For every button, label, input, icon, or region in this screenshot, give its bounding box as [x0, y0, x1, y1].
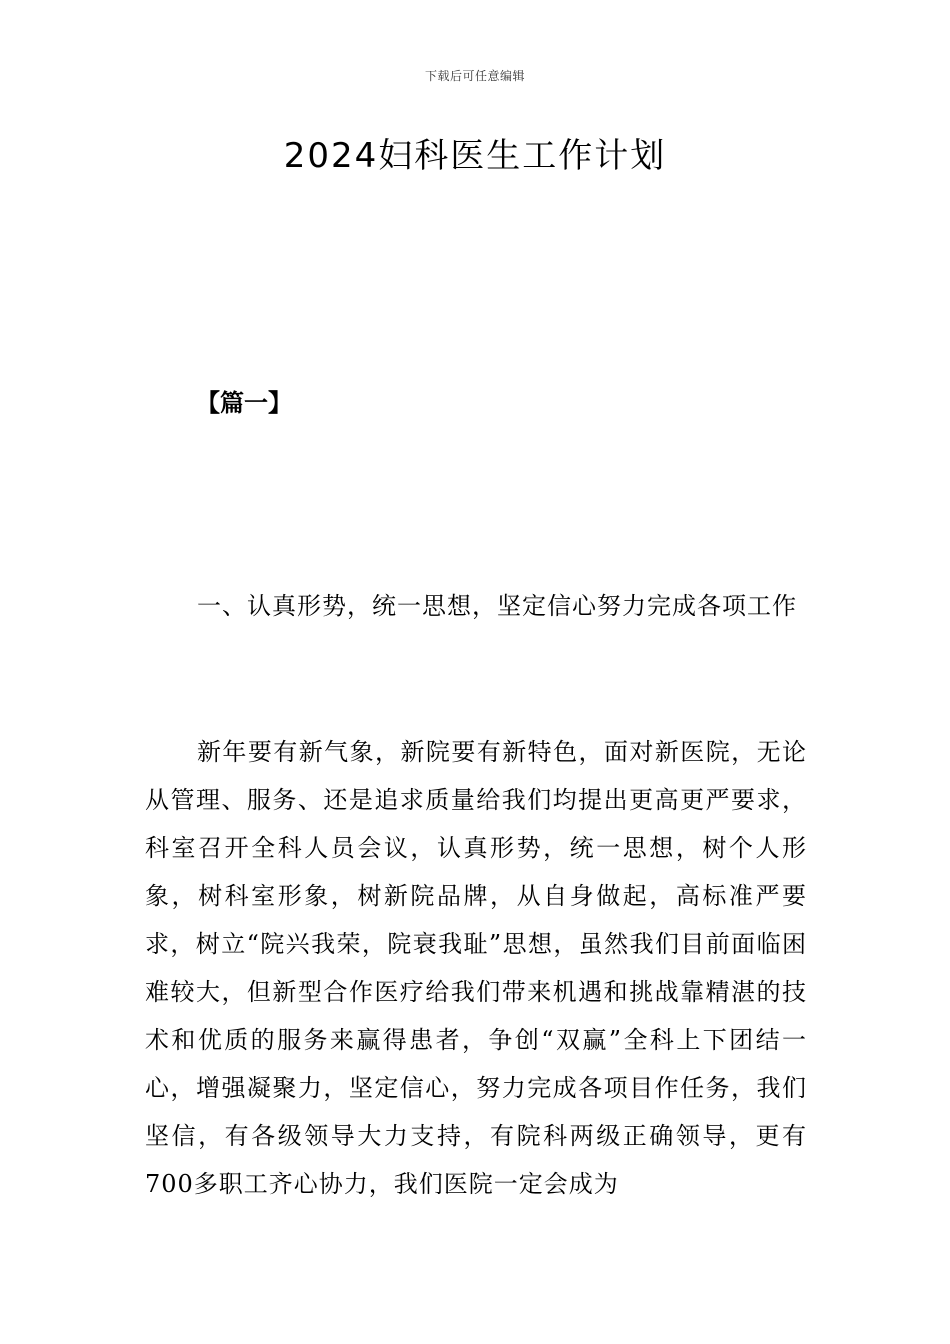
document-title: 2024妇科医生工作计划: [283, 136, 667, 176]
section-tag: 【篇一】: [196, 389, 292, 417]
body-paragraph: 新年要有新气象，新院要有新特色，面对新医院，无论从管理、服务、还是追求质量给我们均提出更高更严要求，科室召开全科人员会议，认真形势，统一思想，树个人形象，树科室形象，树新院品牌，从自身做起，高标准严要求，树立“院兴我荣，院衰我耻”思想，虽然我们目前面临困难较大，但新型合作医疗给我们带来机遇和挑战靠精湛的技术和优质的服务来赢得患者，争创“双赢”全科上下团结一心，增强凝聚力，坚定信心，努力完成各项目作任务，我们坚信，有各级领导大力支持，有院科两级正确领导，更有700多职工齐心协力，我们医院一定会成为: [145, 738, 807, 1198]
section-heading: 一、认真形势，统一思想，坚定信心努力完成各项工作: [197, 592, 797, 620]
header-note: 下载后可任意编辑: [424, 69, 525, 83]
